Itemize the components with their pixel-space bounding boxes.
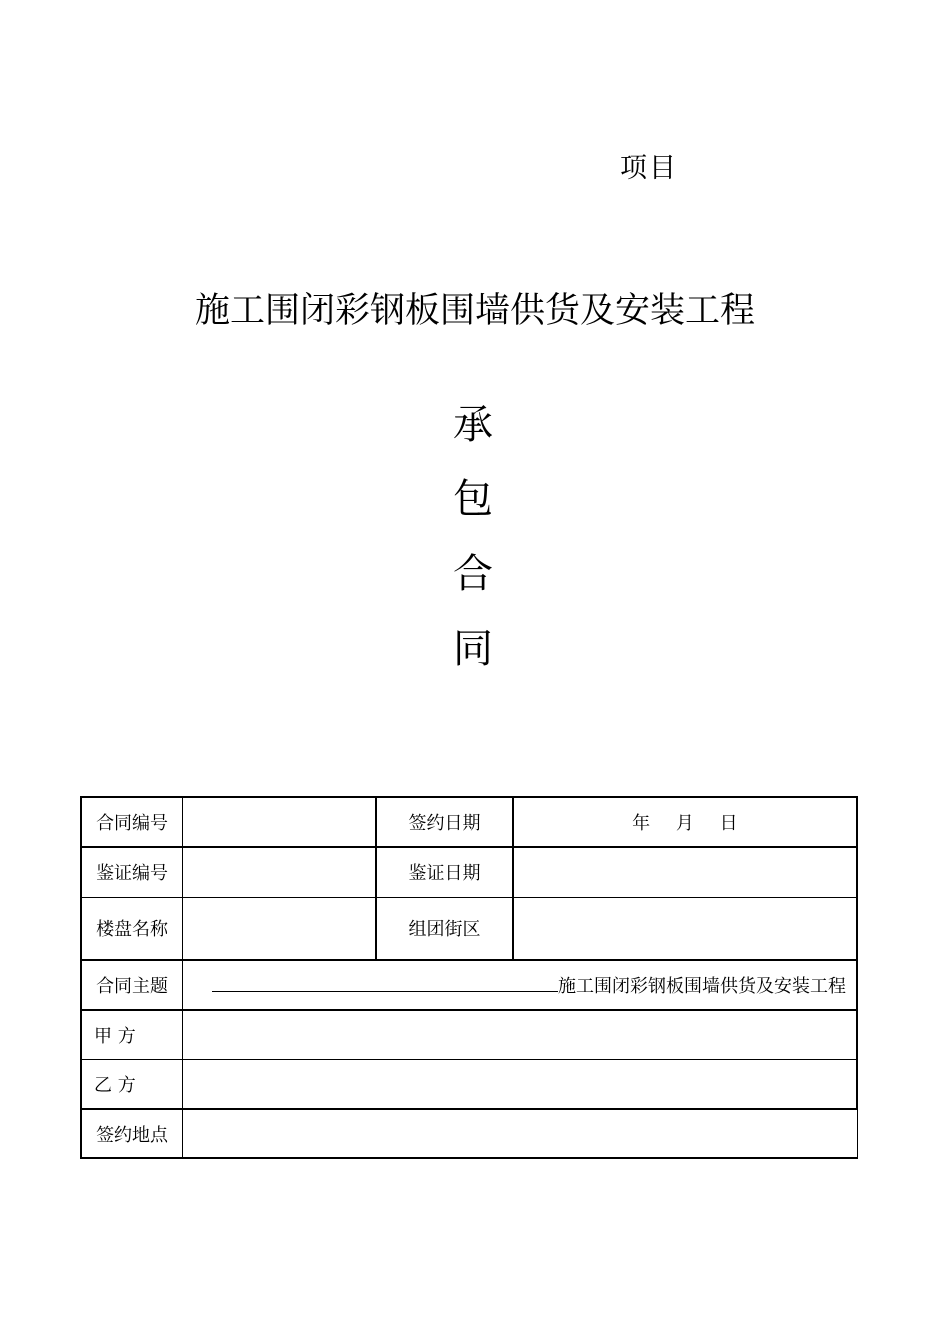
party-b-field[interactable]	[183, 1059, 857, 1109]
contract-title-char: 包	[453, 476, 493, 522]
sign-date-label: 签约日期	[376, 797, 513, 847]
month-label: 月	[675, 813, 694, 834]
district-label: 组团街区	[376, 897, 513, 960]
party-b-label: 乙 方	[81, 1059, 183, 1109]
sign-date-field[interactable]	[513, 797, 857, 847]
estate-name-label: 楼盘名称	[81, 897, 183, 960]
verify-no-field[interactable]	[183, 847, 376, 897]
contract-title-char: 同	[453, 626, 493, 672]
contract-title-char: 承	[453, 402, 493, 448]
subject-text: 施工围闭彩钢板围墙供货及安装工程	[558, 976, 846, 997]
sign-place-label: 签约地点	[81, 1109, 183, 1158]
subject-label: 合同主题	[81, 960, 183, 1010]
subject-blank-line	[212, 977, 558, 992]
document-title: 施工围闭彩钢板围墙供货及安装工程	[194, 291, 755, 331]
contract-title-char: 合	[453, 551, 493, 597]
contract-info-table	[80, 796, 858, 1159]
verify-date-label: 鉴证日期	[376, 847, 513, 897]
verify-no-label: 鉴证编号	[81, 847, 183, 897]
project-label: 项目	[620, 153, 678, 184]
subject-field[interactable]	[183, 960, 857, 1010]
day-label: 日	[719, 813, 738, 834]
sign-place-field[interactable]	[183, 1109, 857, 1158]
year-label: 年	[632, 813, 651, 834]
contract-no-field[interactable]	[183, 797, 376, 847]
verify-date-field[interactable]	[513, 847, 857, 897]
contract-no-label: 合同编号	[81, 797, 183, 847]
party-a-label: 甲 方	[81, 1010, 183, 1059]
district-field[interactable]	[513, 897, 857, 960]
estate-name-field[interactable]	[183, 897, 376, 960]
party-a-field[interactable]	[183, 1010, 857, 1059]
